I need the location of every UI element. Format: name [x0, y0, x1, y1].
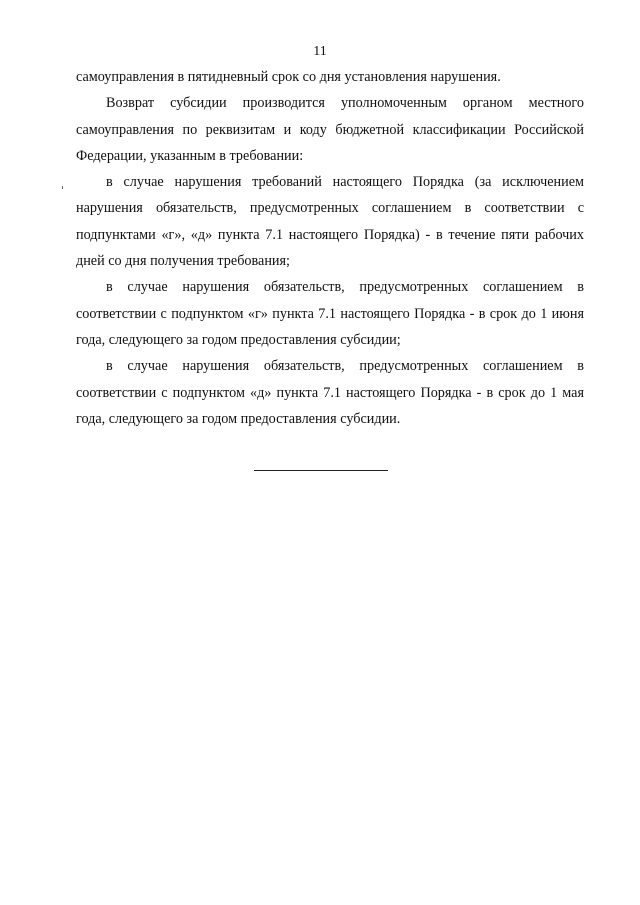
paragraph-subsidy-return: Возврат субсидии производится уполномоченным органом местного самоуправления по реквизитам и коду бюджетной классификации Российской Федерации, указанным в требовании:: [76, 95, 584, 164]
page-number: 11: [313, 44, 327, 59]
margin-mark: [62, 186, 63, 189]
paragraph-case-subpoint-d: в случае нарушения обязательств, предусмотренных соглашением в соответствии с подпунктом «д» пункта 7.1 настоящего Порядка - в срок до 1 мая года, следующего за годом предоставления субсидии.: [76, 358, 584, 427]
end-of-document-rule: [254, 470, 388, 471]
paragraph-case-subpoint-g: в случае нарушения обязательств, предусмотренных соглашением в соответствии с подпунктом «г» пункта 7.1 настоящего Порядка - в срок до 1 июня года, следующего за годом предоставления субсидии;: [76, 279, 584, 348]
document-body: [76, 64, 584, 432]
paragraph-case-requirements: в случае нарушения требований настоящего Порядка (за исключением нарушения обязательств, предусмотренных соглашением в соответствии с подпунктами «г», «д» пункта 7.1 настоящего Порядка) - в течение пяти рабочих дней со дня получения требования;: [76, 174, 584, 270]
paragraph-continuation: самоуправления в пятидневный срок со дня установления нарушения.: [76, 69, 501, 85]
